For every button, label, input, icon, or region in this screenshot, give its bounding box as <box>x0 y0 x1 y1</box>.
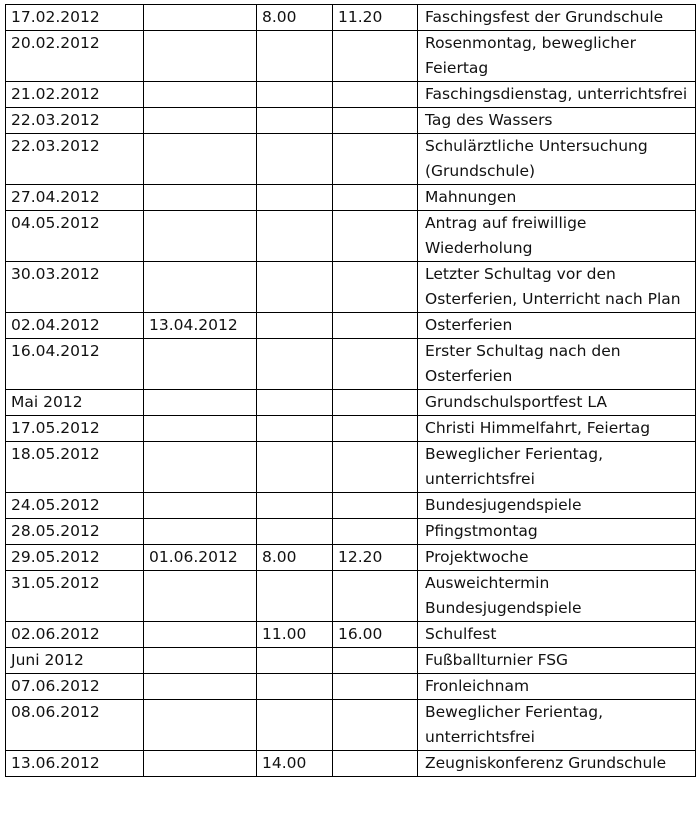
start-time-cell <box>257 390 333 416</box>
date-cell: 27.04.2012 <box>6 185 144 211</box>
end-date-cell <box>144 5 257 31</box>
end-time-cell <box>333 416 418 442</box>
end-time-cell <box>333 674 418 700</box>
table-row <box>6 700 696 751</box>
end-time-cell <box>333 313 418 339</box>
event-cell: Fronleichnam <box>418 674 696 700</box>
end-time-cell <box>333 339 418 390</box>
start-time-cell <box>257 700 333 751</box>
date-cell: Juni 2012 <box>6 648 144 674</box>
end-date-cell <box>144 211 257 262</box>
date-cell: 22.03.2012 <box>6 108 144 134</box>
event-cell: Faschingsdienstag, unterrichtsfrei <box>418 82 696 108</box>
end-date-cell <box>144 442 257 493</box>
start-time-cell <box>257 262 333 313</box>
event-cell: Schulfest <box>418 622 696 648</box>
table-row <box>6 134 696 185</box>
start-time-cell: 11.00 <box>257 622 333 648</box>
end-time-cell <box>333 442 418 493</box>
table-row <box>6 648 696 674</box>
date-cell: 21.02.2012 <box>6 82 144 108</box>
start-time-cell <box>257 211 333 262</box>
end-time-cell <box>333 493 418 519</box>
end-date-cell: 13.04.2012 <box>144 313 257 339</box>
event-cell: Beweglicher Ferientag, unterrichtsfrei <box>418 700 696 751</box>
event-cell: Bundesjugendspiele <box>418 493 696 519</box>
end-time-cell <box>333 108 418 134</box>
date-cell: 30.03.2012 <box>6 262 144 313</box>
end-date-cell <box>144 648 257 674</box>
table-row <box>6 519 696 545</box>
date-cell: 22.03.2012 <box>6 134 144 185</box>
event-cell: Pfingstmontag <box>418 519 696 545</box>
date-cell: 20.02.2012 <box>6 31 144 82</box>
date-cell: 24.05.2012 <box>6 493 144 519</box>
start-time-cell <box>257 31 333 82</box>
event-cell: Osterferien <box>418 313 696 339</box>
end-date-cell <box>144 31 257 82</box>
date-cell: 29.05.2012 <box>6 545 144 571</box>
date-cell: 16.04.2012 <box>6 339 144 390</box>
end-date-cell <box>144 751 257 777</box>
end-time-cell <box>333 571 418 622</box>
end-date-cell <box>144 339 257 390</box>
end-time-cell <box>333 185 418 211</box>
table-row <box>6 622 696 648</box>
end-date-cell <box>144 519 257 545</box>
event-cell: Rosenmontag, beweglicher Feiertag <box>418 31 696 82</box>
start-time-cell: 8.00 <box>257 545 333 571</box>
date-cell: 02.06.2012 <box>6 622 144 648</box>
end-date-cell <box>144 390 257 416</box>
table-row <box>6 31 696 82</box>
start-time-cell: 14.00 <box>257 751 333 777</box>
end-time-cell <box>333 700 418 751</box>
date-cell: 17.05.2012 <box>6 416 144 442</box>
date-cell: 31.05.2012 <box>6 571 144 622</box>
end-date-cell <box>144 82 257 108</box>
table-row <box>6 390 696 416</box>
table-row <box>6 674 696 700</box>
end-time-cell: 12.20 <box>333 545 418 571</box>
end-date-cell <box>144 622 257 648</box>
end-time-cell <box>333 648 418 674</box>
end-time-cell: 11.20 <box>333 5 418 31</box>
end-date-cell <box>144 571 257 622</box>
table-row <box>6 751 696 777</box>
date-cell: 18.05.2012 <box>6 442 144 493</box>
date-cell: 02.04.2012 <box>6 313 144 339</box>
start-time-cell <box>257 519 333 545</box>
date-cell: 08.06.2012 <box>6 700 144 751</box>
end-date-cell <box>144 185 257 211</box>
schedule-table <box>5 4 696 777</box>
event-cell: Faschingsfest der Grundschule <box>418 5 696 31</box>
end-date-cell <box>144 108 257 134</box>
table-row <box>6 493 696 519</box>
table-row <box>6 571 696 622</box>
start-time-cell <box>257 134 333 185</box>
end-time-cell <box>333 751 418 777</box>
start-time-cell <box>257 493 333 519</box>
start-time-cell <box>257 571 333 622</box>
event-cell: Antrag auf freiwillige Wiederholung <box>418 211 696 262</box>
event-cell: Tag des Wassers <box>418 108 696 134</box>
table-row <box>6 262 696 313</box>
start-time-cell <box>257 108 333 134</box>
event-cell: Mahnungen <box>418 185 696 211</box>
end-date-cell <box>144 700 257 751</box>
date-cell: 04.05.2012 <box>6 211 144 262</box>
table-row <box>6 108 696 134</box>
end-time-cell <box>333 390 418 416</box>
table-row <box>6 211 696 262</box>
event-cell: Schulärztliche Untersuchung (Grundschule) <box>418 134 696 185</box>
end-time-cell <box>333 31 418 82</box>
event-cell: Letzter Schultag vor den Osterferien, Unterricht nach Plan <box>418 262 696 313</box>
end-time-cell <box>333 211 418 262</box>
start-time-cell: 8.00 <box>257 5 333 31</box>
event-cell: Grundschulsportfest LA <box>418 390 696 416</box>
table-row <box>6 5 696 31</box>
start-time-cell <box>257 674 333 700</box>
event-cell: Christi Himmelfahrt, Feiertag <box>418 416 696 442</box>
end-date-cell: 01.06.2012 <box>144 545 257 571</box>
table-row <box>6 442 696 493</box>
end-date-cell <box>144 262 257 313</box>
start-time-cell <box>257 313 333 339</box>
start-time-cell <box>257 442 333 493</box>
end-time-cell <box>333 82 418 108</box>
start-time-cell <box>257 339 333 390</box>
event-cell: Ausweichtermin Bundesjugendspiele <box>418 571 696 622</box>
start-time-cell <box>257 416 333 442</box>
table-row <box>6 416 696 442</box>
schedule-sheet <box>5 4 696 777</box>
end-time-cell <box>333 262 418 313</box>
date-cell: 07.06.2012 <box>6 674 144 700</box>
end-date-cell <box>144 416 257 442</box>
table-row <box>6 185 696 211</box>
event-cell: Fußballturnier FSG <box>418 648 696 674</box>
event-cell: Erster Schultag nach den Osterferien <box>418 339 696 390</box>
end-time-cell <box>333 519 418 545</box>
date-cell: 13.06.2012 <box>6 751 144 777</box>
start-time-cell <box>257 82 333 108</box>
end-time-cell: 16.00 <box>333 622 418 648</box>
start-time-cell <box>257 185 333 211</box>
table-row <box>6 545 696 571</box>
end-date-cell <box>144 674 257 700</box>
start-time-cell <box>257 648 333 674</box>
event-cell: Zeugniskonferenz Grundschule <box>418 751 696 777</box>
end-date-cell <box>144 493 257 519</box>
event-cell: Projektwoche <box>418 545 696 571</box>
end-time-cell <box>333 134 418 185</box>
date-cell: 28.05.2012 <box>6 519 144 545</box>
event-cell: Beweglicher Ferientag, unterrichtsfrei <box>418 442 696 493</box>
date-cell: Mai 2012 <box>6 390 144 416</box>
table-row <box>6 82 696 108</box>
end-date-cell <box>144 134 257 185</box>
schedule-body <box>6 5 696 777</box>
table-row <box>6 339 696 390</box>
table-row <box>6 313 696 339</box>
date-cell: 17.02.2012 <box>6 5 144 31</box>
